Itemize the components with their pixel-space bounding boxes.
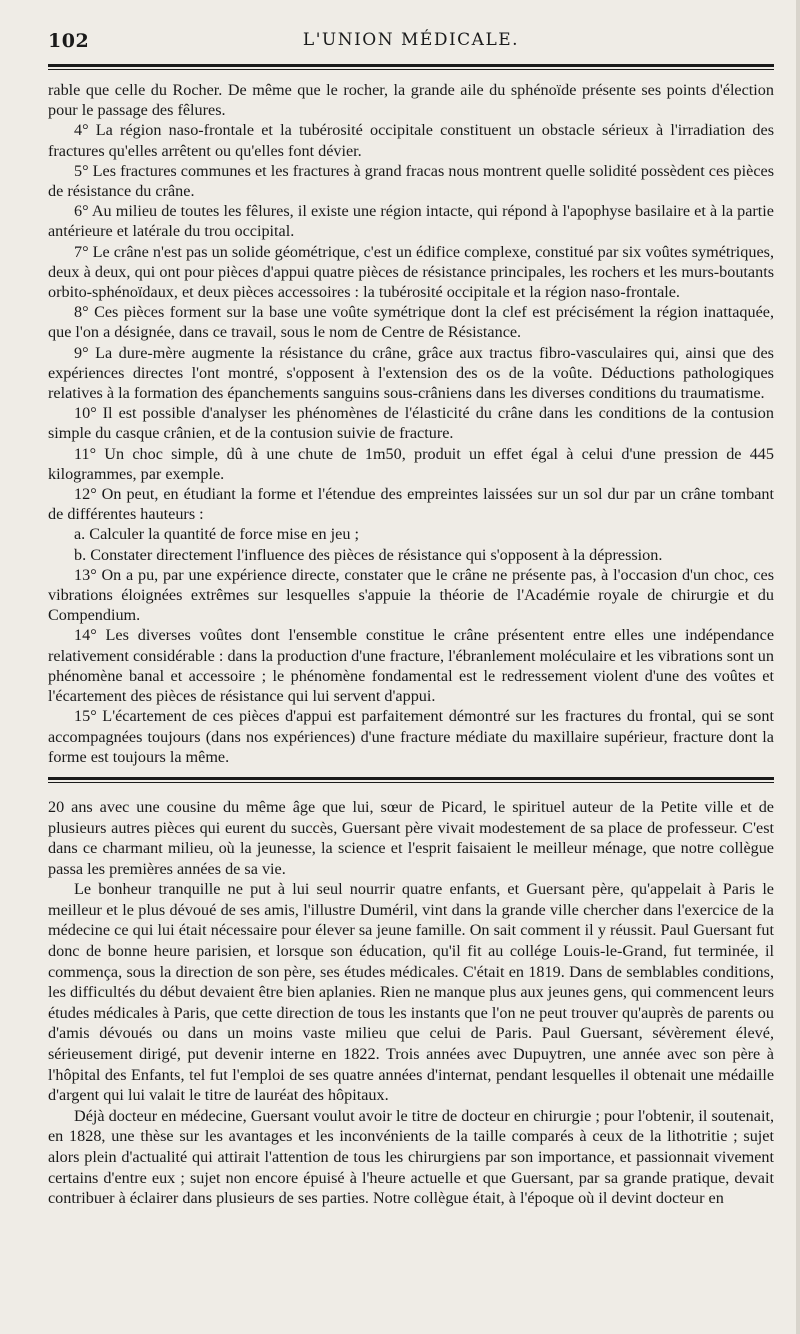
header-rule-thin (48, 69, 774, 70)
article-paragraph: 5° Les fractures communes et les fractures à grand fracas nous montrent quelle solidité possèdent ces pièces de résistance du crâne. (48, 161, 774, 201)
article-paragraph: 14° Les diverses voûtes dont l'ensemble constitue le crâne présentent entre elles une indépendance relativement considérable : dans la production d'une fracture, l'ébranlement moléculaire et les vibrations sont un phénomène banal et accessoire ; le phénomène fondamental est le redressement violent d'une des voûtes et l'écartement des pièces de résistance qui lui servent d'appui. (48, 626, 774, 706)
article-paragraph: b. Constater directement l'influence des pièces de résistance qui s'opposent à la dépression. (74, 545, 663, 564)
journal-title: L'UNION MÉDICALE. (302, 30, 520, 50)
separator-thick (48, 777, 774, 780)
article-paragraph: 9° La dure-mère augmente la résistance du crâne, grâce aux tractus fibro-vasculaires qui, ainsi que des expériences directes l'ont montré, s'opposent à l'extension des os de la voûte. Déductions pathologiques relatives à la formation des épanchements sanguins sous-crâniens dans les diverses conditions du traumatisme. (48, 343, 774, 403)
article-paragraph: 15° L'écartement de ces pièces d'appui est parfaitement démontré sur les fractures du frontal, qui se sont accompagnées toujours (dans nos expériences) d'une fracture médiate du maxillaire supérieur, fracture dont la forme est toujours la même. (48, 707, 774, 766)
header-rule (48, 64, 774, 67)
page-number: 102 (48, 30, 90, 52)
feuilleton-paragraph: Déjà docteur en médecine, Guersant voulut avoir le titre de docteur en chirurgie ; pour l'obtenir, il soutenait, en 1828, une thèse sur les avantages et les inconvénients de la taille comparés à ceux de la lithotritie ; sujet alors plein d'actualité qui attirait l'attention de tous les chirurgiens par son importance, et passionnait vivement certains d'entre eux ; sujet non encore épuisé à l'heure actuelle et que Guersant, par sa grande pratique, devait contribuer à éclairer dans plusieurs de ses parties. Notre collègue était, à l'époque où il devint docteur en (48, 1106, 774, 1208)
article-paragraph: 13° On a pu, par une expérience directe, constater que le crâne ne présente pas, à l'occasion d'un choc, ces vibrations éloignées extrêmes sur lesquelles s'appuie la théorie de l'Académie royale de chirurgie et du Compendium. (48, 565, 774, 625)
page-edge (796, 0, 800, 1334)
separator-thin (48, 782, 774, 783)
feuilleton-paragraph: 20 ans avec une cousine du même âge que lui, sœur de Picard, le spirituel auteur de la Petite ville et de plusieurs autres pièces qui eurent du succès, Guersant père vivait modestement de sa place de professeur. C'est dans ce charmant milieu, où la jeunesse, la science et l'esprit faisaient le meilleur ménage, que notre collègue passa les premières années de sa vie. (48, 797, 774, 878)
article-body (48, 80, 774, 767)
article-paragraph: 4° La région naso-frontale et la tubérosité occipitale constituent un obstacle sérieux à l'irradiation des fractures qu'elles arrêtent ou qu'elles font dévier. (48, 121, 774, 160)
article-paragraph: 8° Ces pièces forment sur la base une voûte symétrique dont la clef est précisément la région inattaquée, que l'on a désignée, dans ce travail, sous le nom de Centre de Résistance. (48, 303, 774, 342)
article-paragraph: 12° On peut, en étudiant la forme et l'étendue des empreintes laissées sur un sol dur par un crâne tombant de différentes hauteurs : (48, 485, 774, 524)
article-paragraph: 7° Le crâne n'est pas un solide géométrique, c'est un édifice complexe, constitué par six voûtes symétriques, deux à deux, qui ont pour pièces d'appui quatre pièces de résistance principales, les rochers et les murs-boutants orbito-sphénoïdaux, et deux pièces accessoires : la tubérosité occipitale et la région naso-frontale. (48, 242, 774, 302)
article-paragraph: rable que celle du Rocher. De même que le rocher, la grande aile du sphénoïde présente ses points d'élection pour le passage des fêlures. (48, 81, 774, 120)
article-paragraph: 10° Il est possible d'analyser les phénomènes de l'élasticité du crâne dans les conditions de la contusion simple du casque crânien, et de la contusion suivie de fracture. (48, 404, 774, 443)
article-paragraph: a. Calculer la quantité de force mise en jeu ; (74, 525, 359, 544)
page-header (48, 28, 774, 58)
article-paragraph: 11° Un choc simple, dû à une chute de 1m50, produit un effet égal à celui d'une pression de 445 kilogrammes, par exemple. (48, 444, 774, 483)
article-paragraph: 6° Au milieu de toutes les fêlures, il existe une région intacte, qui répond à l'apophyse basilaire et à la partie antérieure et latérale du trou occipital. (48, 202, 774, 241)
feuilleton-separator (48, 777, 774, 783)
feuilleton-paragraph: Le bonheur tranquille ne put à lui seul nourrir quatre enfants, et Guersant père, qu'appelait à Paris le meilleur et le plus dévoué de ses amis, l'illustre Duméril, vint dans la grande ville chercher dans l'exercice de la médecine ce qui lui était nécessaire pour élever sa jeune famille. On sait comment il y réussit. Paul Guersant fut donc de bonne heure parisien, et lorsque son éducation, qu'il fit au collége Louis-le-Grand, fut terminée, il commença, sous la direction de son père, ses études médicales. C'était en 1819. Dans de semblables conditions, les difficultés du début devaient être bien aplanies. Rien ne manque plus aux jeunes gens, qui commencent leurs études médicales à Paris, que cette direction de tous les instants que l'on ne peut trouver qu'auprès de parents ou d'amis dévoués ou dans un moins vaste milieu que celui de Paris. Paul Guersant, sévèrement élevé, sérieusement dirigé, put devenir interne en 1822. Trois années avec Dupuytren, une année avec son père à l'hôpital des Enfants, tel fut l'emploi de ses quatre années d'internat, pendant lesquelles il obtenait une médaille d'argent qui lui valait le titre de lauréat des hôpitaux. (48, 880, 774, 1105)
feuilleton-body (48, 797, 774, 1209)
